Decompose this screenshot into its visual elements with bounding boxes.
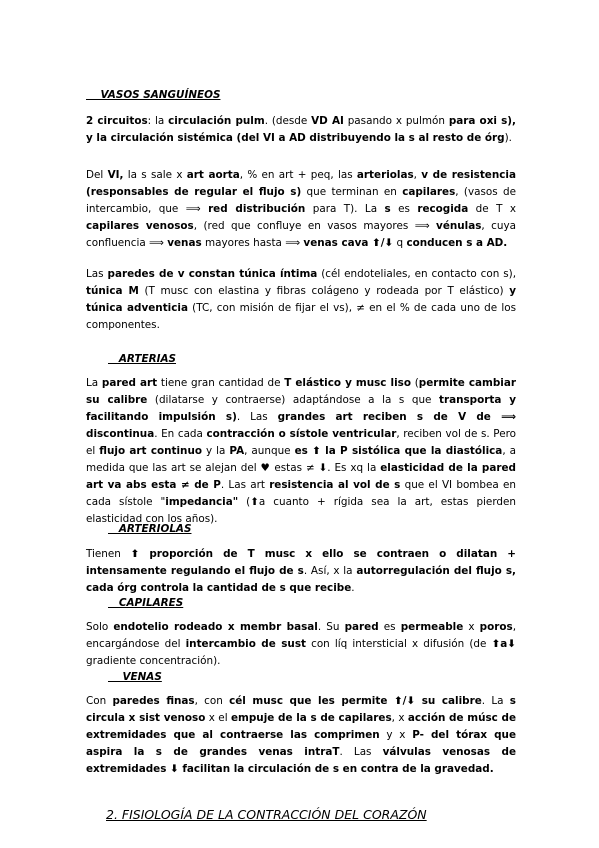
- text-run: VI a AD distribuyendo la s al resto de órg: [262, 132, 505, 144]
- text-run: resistencia al vol de s: [269, 479, 401, 491]
- text-run: q: [393, 237, 407, 249]
- text-run: . Así, x la: [303, 565, 357, 577]
- text-run: s circula x sist venoso: [86, 695, 516, 724]
- text-run: permeable: [400, 621, 464, 633]
- text-run: .: [351, 582, 355, 594]
- text-run: (: [410, 377, 419, 389]
- text-run: La: [86, 377, 102, 389]
- paragraph-arteriolas: [86, 546, 516, 597]
- text-run: recogida: [417, 203, 469, 215]
- text-run: (dilatarse y contraerse) adaptándose a la s que: [147, 394, 439, 406]
- heading-fisiologia-contraccion: 2. FISIOLOGÍA DE LA CONTRACCIÓN DEL CORAZÓN: [106, 807, 427, 822]
- text-run: flujo art continuo: [99, 445, 202, 457]
- text-run: . Las: [339, 746, 383, 758]
- text-run: grandes art reciben s de V de ⟹ discontinua: [86, 411, 516, 440]
- text-run: conducen s a AD.: [406, 237, 508, 249]
- text-run: . La: [481, 695, 510, 707]
- text-run: válvulas venosas de extremidades ⬇ facilitan la circulación de s en contra de la gravedad.: [86, 746, 517, 775]
- text-run: empuje de la s de capilares: [230, 712, 392, 724]
- text-run: para T). La: [305, 203, 385, 215]
- text-run: es ⬆ la P sistólica que la diastólica: [294, 445, 503, 457]
- text-run: de T x: [468, 203, 516, 215]
- text-run: transporta y facilitando impulsión s): [86, 394, 516, 423]
- heading-capilares: CAPILARES: [108, 597, 184, 609]
- text-run: acción de músc de extremidades que al contraerse las comprimen: [86, 712, 517, 741]
- text-run: . Las: [236, 411, 278, 423]
- text-run: (TC, con misión de fijar el vs), ≠ en el % de cada uno de los componentes.: [86, 302, 517, 331]
- text-run: elasticidad de la pared art va abs esta ≠ de P: [86, 462, 516, 491]
- text-run: que terminan en: [301, 186, 403, 198]
- text-run: (⬆a cuanto + rígida sea la art, estas pierden elasticidad con los años).: [86, 496, 516, 525]
- text-run: intercambio de sust: [185, 638, 306, 650]
- text-run: , encargándose del: [86, 621, 516, 650]
- text-run: ⬆ proporción de T musc x ello se contraen o dilatan + intensamente regulando el flujo de s: [86, 548, 516, 577]
- text-run: pared art: [101, 377, 158, 389]
- text-run: VI,: [107, 169, 124, 181]
- text-run: tiene gran cantidad de: [157, 377, 285, 389]
- text-run: arteriolas: [356, 169, 414, 181]
- text-run: PA: [229, 445, 245, 457]
- text-run: Solo: [86, 621, 114, 633]
- text-run: , aunque: [244, 445, 295, 457]
- text-run: ⬆a⬇: [491, 638, 516, 650]
- text-run: : la: [147, 115, 169, 127]
- text-run: (cél endoteliales, en contacto con s),: [317, 268, 517, 280]
- text-run: venas cava ⬆/⬇: [303, 237, 394, 249]
- text-run: pasando x pulmón: [343, 115, 449, 127]
- text-run: vénulas: [436, 220, 482, 232]
- text-run: . Su: [317, 621, 345, 633]
- text-run: Tienen: [86, 548, 131, 560]
- text-run: con líq intersticial x difusión (de: [305, 638, 492, 650]
- text-run: capilares: [402, 186, 456, 198]
- paragraph-capilares: [86, 619, 516, 670]
- text-run: art aorta: [186, 169, 240, 181]
- text-run: x: [463, 621, 480, 633]
- text-run: , cuya confluencia ⟹: [86, 220, 516, 249]
- text-run: , a medida que las art se alejan del ♥ estas ≠ ⬇. Es xq la: [86, 445, 516, 474]
- text-run: VD AI: [311, 115, 344, 127]
- paragraph-arterias: [86, 375, 516, 528]
- text-run: , (red que confluye en vasos mayores ⟹: [193, 220, 437, 232]
- text-run: y túnica adventicia: [86, 285, 517, 314]
- text-run: paredes de v constan túnica íntima: [107, 268, 318, 280]
- text-run: para oxi s), y la circulación sistémica (del: [86, 115, 516, 144]
- text-run: . En cada: [154, 428, 207, 440]
- text-run: y x: [379, 729, 413, 741]
- text-run: Las: [86, 268, 108, 280]
- text-run: , x: [391, 712, 408, 724]
- text-run: es: [390, 203, 418, 215]
- text-run: paredes finas: [112, 695, 195, 707]
- paragraph-paredes-vasos: [86, 266, 516, 334]
- heading-arterias: ARTERIAS: [108, 353, 177, 365]
- text-run: contracción o sístole ventricular: [206, 428, 397, 440]
- text-run: P- del tórax que aspira la s de grandes venas intraT: [86, 729, 516, 758]
- text-run: , con: [194, 695, 230, 707]
- text-run: ,: [413, 169, 422, 181]
- heading-venas: VENAS: [108, 671, 162, 683]
- text-run: T elástico y musc liso: [284, 377, 411, 389]
- text-run: 2 circuitos: [86, 115, 148, 127]
- text-run: Con: [86, 695, 113, 707]
- text-run: mayores hasta ⟹: [201, 237, 304, 249]
- text-run: túnica M: [86, 285, 139, 297]
- text-run: venas: [167, 237, 202, 249]
- text-run: endotelio rodeado x membr basal: [113, 621, 318, 633]
- text-run: impedancia": [165, 496, 239, 508]
- text-run: . Las art: [220, 479, 270, 491]
- text-run: pared: [344, 621, 379, 633]
- text-run: autorregulación del flujo s, cada órg controla la cantidad de s que recibe: [86, 565, 516, 594]
- text-run: circulación pulm: [168, 115, 265, 127]
- text-run: capilares venosos: [86, 220, 194, 232]
- text-run: (T musc con elastina y fibras colágeno y rodeada por T elástico): [138, 285, 510, 297]
- heading-arteriolas: ARTERIOLAS: [108, 523, 192, 535]
- text-run: cél musc que les permite ⬆/⬇ su calibre: [229, 695, 482, 707]
- text-run: , (vasos de intercambio, que ⟹: [86, 186, 516, 215]
- paragraph-circuitos: [86, 113, 516, 147]
- text-run: es: [378, 621, 401, 633]
- text-run: Del: [86, 169, 108, 181]
- text-run: x el: [205, 712, 231, 724]
- text-run: , % en art + peq, las: [239, 169, 357, 181]
- text-run: gradiente concentración).: [86, 655, 221, 667]
- text-run: poros: [479, 621, 513, 633]
- text-run: que el VI bombea en cada sístole ": [86, 479, 517, 508]
- text-run: ).: [504, 132, 512, 144]
- text-run: red distribución: [208, 203, 306, 215]
- paragraph-recorrido-sangre: [86, 167, 516, 252]
- text-run: la s sale x: [123, 169, 187, 181]
- paragraph-venas: [86, 693, 516, 778]
- text-run: , reciben vol de s. Pero el: [86, 428, 516, 457]
- text-run: . (desde: [264, 115, 312, 127]
- text-run: y la: [202, 445, 230, 457]
- text-run: permite cambiar su calibre: [86, 377, 517, 406]
- text-run: s: [384, 203, 391, 215]
- text-run: v de resistencia (responsables de regular el flujo s): [86, 169, 516, 198]
- heading-vasos-sanguineos: VASOS SANGUÍNEOS: [86, 89, 221, 101]
